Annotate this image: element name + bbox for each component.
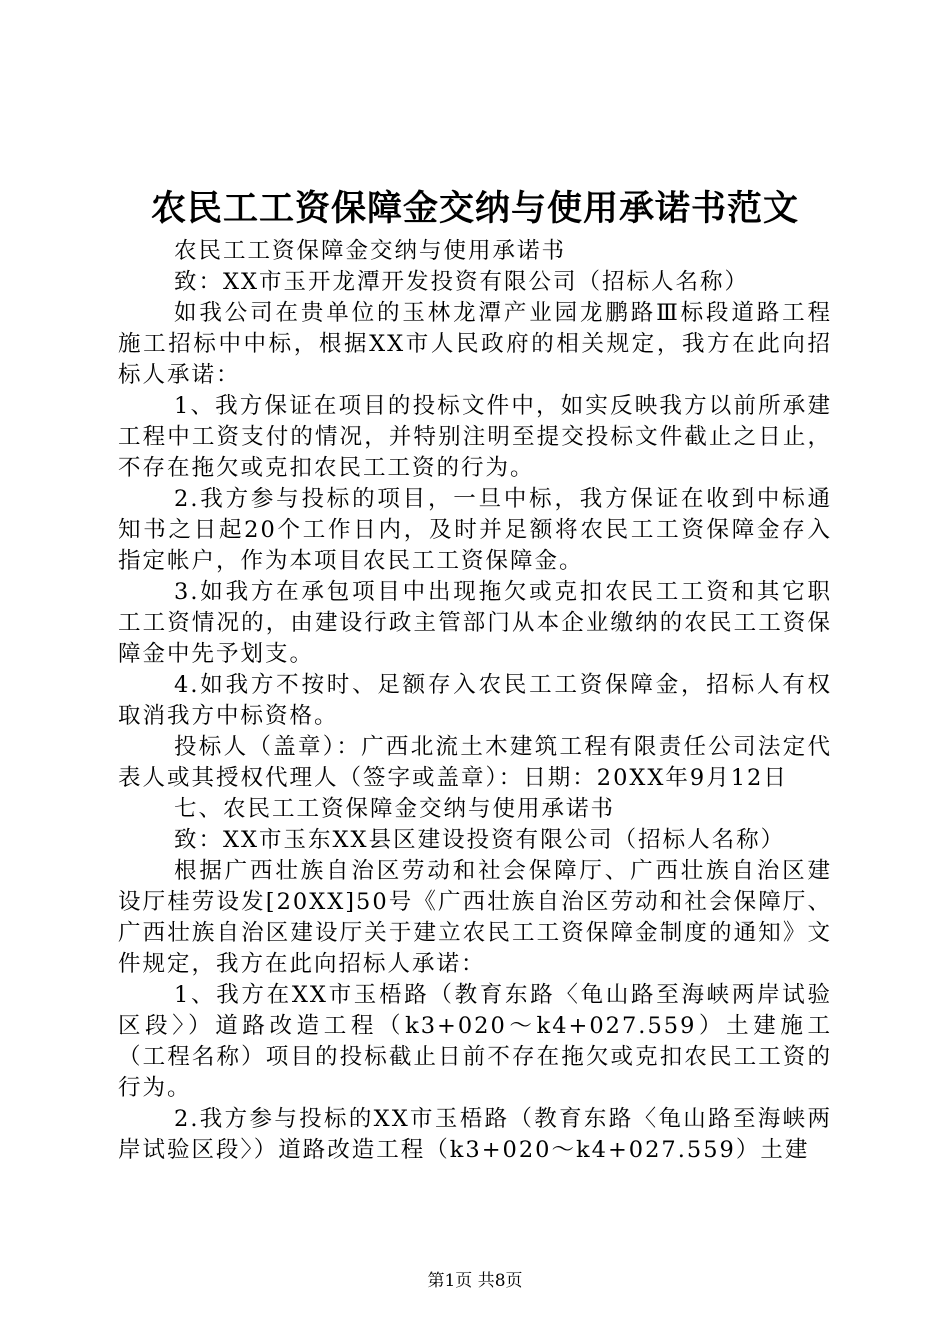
paragraph-item-2: 2.我方参与投标的项目，一旦中标，我方保证在收到中标通知书之日起20个工作日内，及时并足额将农民工工资保障金存入指定帐户，作为本项目农民工工资保障金。 [118, 486, 832, 574]
paragraph-heading: 农民工工资保障金交纳与使用承诺书 [174, 238, 567, 264]
paragraph-addressee: 致：XX市玉开龙潭开发投资有限公司（招标人名称） [174, 269, 750, 295]
paragraph-item-3: 3.如我方在承包项目中出现拖欠或克扣农民工工资和其它职工工资情况的，由建设行政主管部门从本企业缴纳的农民工工资保障金中先予划支。 [118, 579, 832, 667]
paragraph-addressee-2: 致：XX市玉东XX县区建设投资有限公司（招标人名称） [174, 827, 786, 853]
paragraph-item-2-b: 2.我方参与投标的XX市玉梧路（教育东路〈龟山路至海峡两岸试验区段〉）道路改造工程（k3+020～k4+027.559）土建 [118, 1106, 832, 1163]
page-footer: 第1页 共8页 [427, 1271, 523, 1291]
paragraph-section-heading: 七、农民工工资保障金交纳与使用承诺书 [174, 796, 616, 822]
paragraph-intro-2: 根据广西壮族自治区劳动和社会保障厅、广西壮族自治区建设厅桂劳设发[20XX]50号《广西壮族自治区劳动和社会保障厅、广西壮族自治区建设厅关于建立农民工工资保障金制度的通知》文件规定，我方在此向招标人承诺： [118, 858, 832, 977]
paragraph-item-4: 4.如我方不按时、足额存入农民工工资保障金，招标人有权取消我方中标资格。 [118, 672, 832, 729]
paragraph-item-1: 1、我方保证在项目的投标文件中，如实反映我方以前所承建工程中工资支付的情况，并特别注明至提交投标文件截止之日止，不存在拖欠或克扣农民工工资的行为。 [118, 393, 832, 481]
paragraph-intro: 如我公司在贵单位的玉林龙潭产业园龙鹏路Ⅲ标段道路工程施工招标中中标，根据XX市人民政府的相关规定，我方在此向招标人承诺： [118, 300, 832, 388]
paragraph-item-1-b: 1、我方在XX市玉梧路（教育东路〈龟山路至海峡两岸试验区段〉）道路改造工程（k3+020～k4+027.559）土建施工（工程名称）项目的投标截止日前不存在拖欠或克扣农民工工资的行为。 [118, 982, 832, 1101]
document-title: 农民工工资保障金交纳与使用承诺书范文 [150, 188, 799, 229]
paragraph-signature: 投标人（盖章）：广西北流土木建筑工程有限责任公司法定代表人或其授权代理人（签字或盖章）：日期：20XX年9月12日 [118, 734, 832, 791]
document-body [118, 236, 832, 1166]
